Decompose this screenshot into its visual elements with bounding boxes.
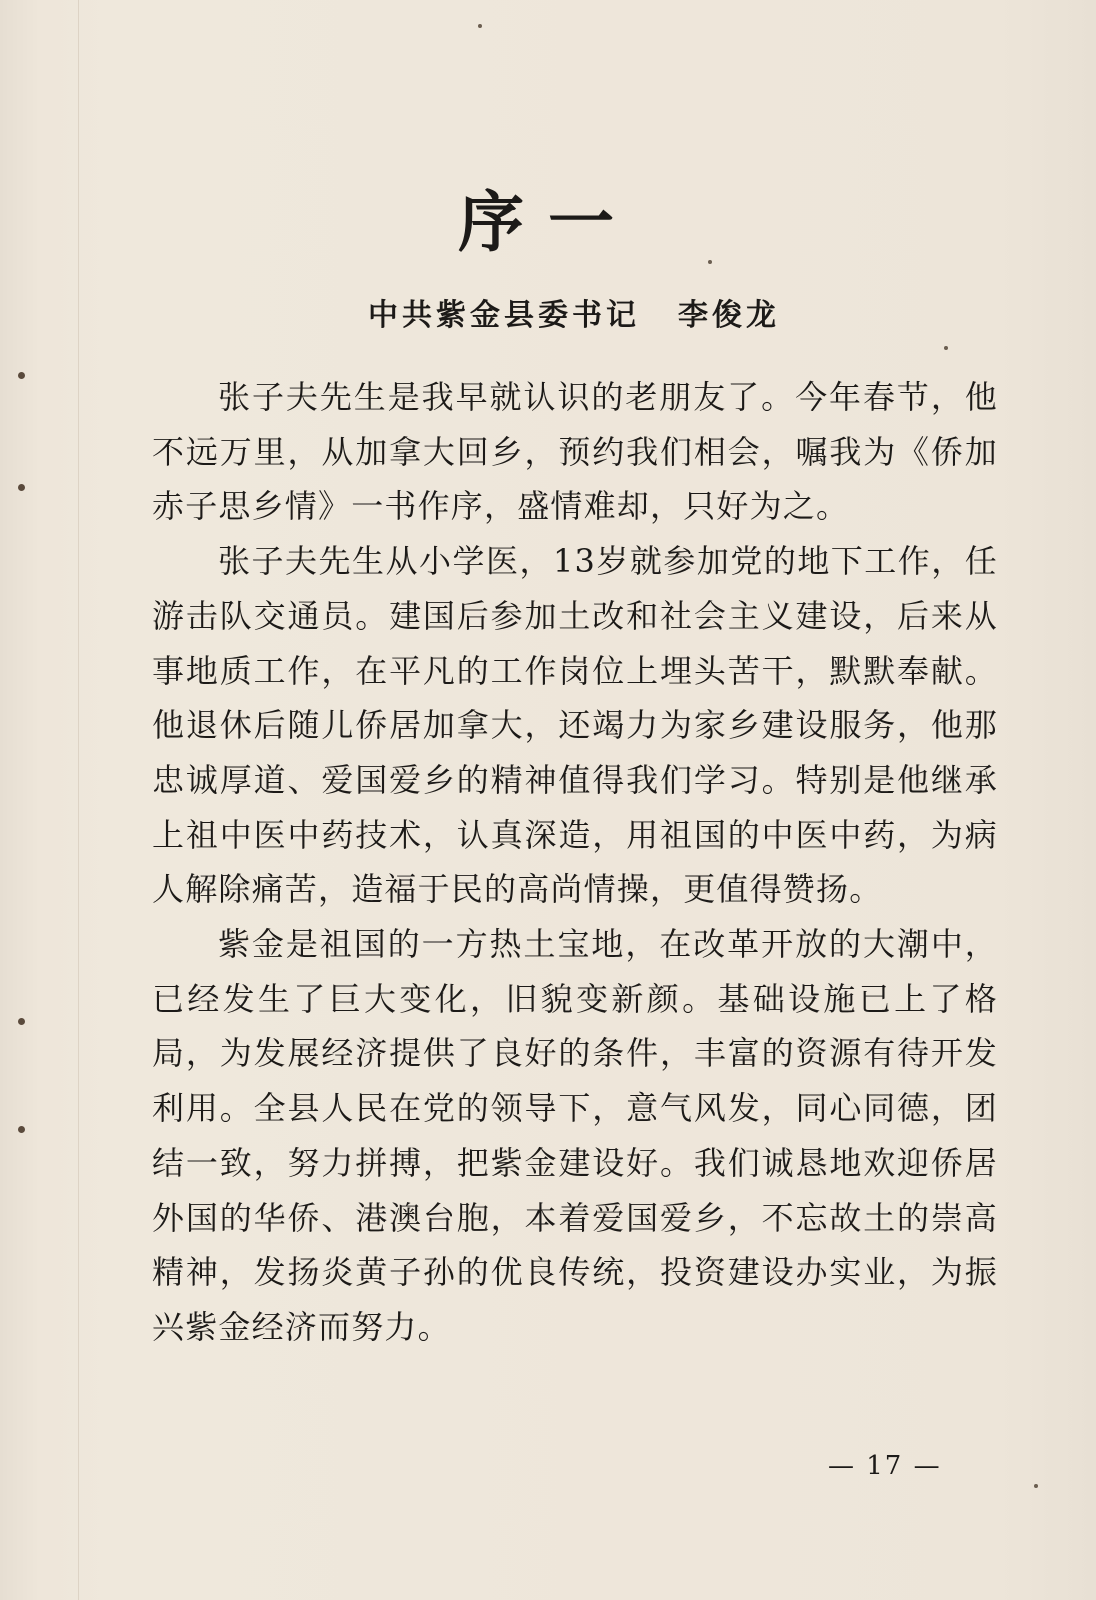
- author-line: [368, 296, 780, 336]
- page-number: — 17 —: [828, 1451, 942, 1481]
- author-name: 李俊龙: [678, 298, 780, 333]
- paper-speck: [478, 24, 482, 28]
- preface-body: [152, 370, 998, 1355]
- author-position: 中共紫金县委书记: [368, 298, 640, 333]
- binding-hole: [18, 1018, 25, 1025]
- binding-hole: [18, 1126, 25, 1133]
- binding-hole: [18, 372, 25, 379]
- binding-hole: [18, 484, 25, 491]
- page-title: 序一: [458, 183, 638, 261]
- paragraph: 张子夫先生是我早就认识的老朋友了。今年春节，他不远万里，从加拿大回乡，预约我们相会，嘱我为《侨加赤子思乡情》一书作序，盛情难却，只好为之。: [152, 378, 998, 526]
- paper-speck: [1034, 1484, 1038, 1488]
- paragraph: 张子夫先生从小学医，13岁就参加党的地下工作，任游击队交通员。建国后参加土改和社会主义建设，后来从事地质工作，在平凡的工作岗位上埋头苦干，默默奉献。他退休后随儿侨居加拿大，还竭力为家乡建设服务，他那忠诚厚道、爱国爱乡的精神值得我们学习。特别是他继承上祖中医中药技术，认真深造，用祖国的中医中药，为病人解除痛苦，造福于民的高尚情操，更值得赞扬。: [152, 542, 998, 909]
- paper-speck: [944, 346, 948, 350]
- paragraph: 紫金是祖国的一方热土宝地，在改革开放的大潮中，已经发生了巨大变化，旧貌变新颜。基础设施已上了格局，为发展经济提供了良好的条件，丰富的资源有待开发利用。全县人民在党的领导下，意气风发，同心同德，团结一致，努力拼搏，把紫金建设好。我们诚恳地欢迎侨居外国的华侨、港澳台胞，本着爱国爱乡，不忘故土的崇高精神，发扬炎黄子孙的优良传统，投资建设办实业，为振兴紫金经济而努力。: [152, 925, 998, 1346]
